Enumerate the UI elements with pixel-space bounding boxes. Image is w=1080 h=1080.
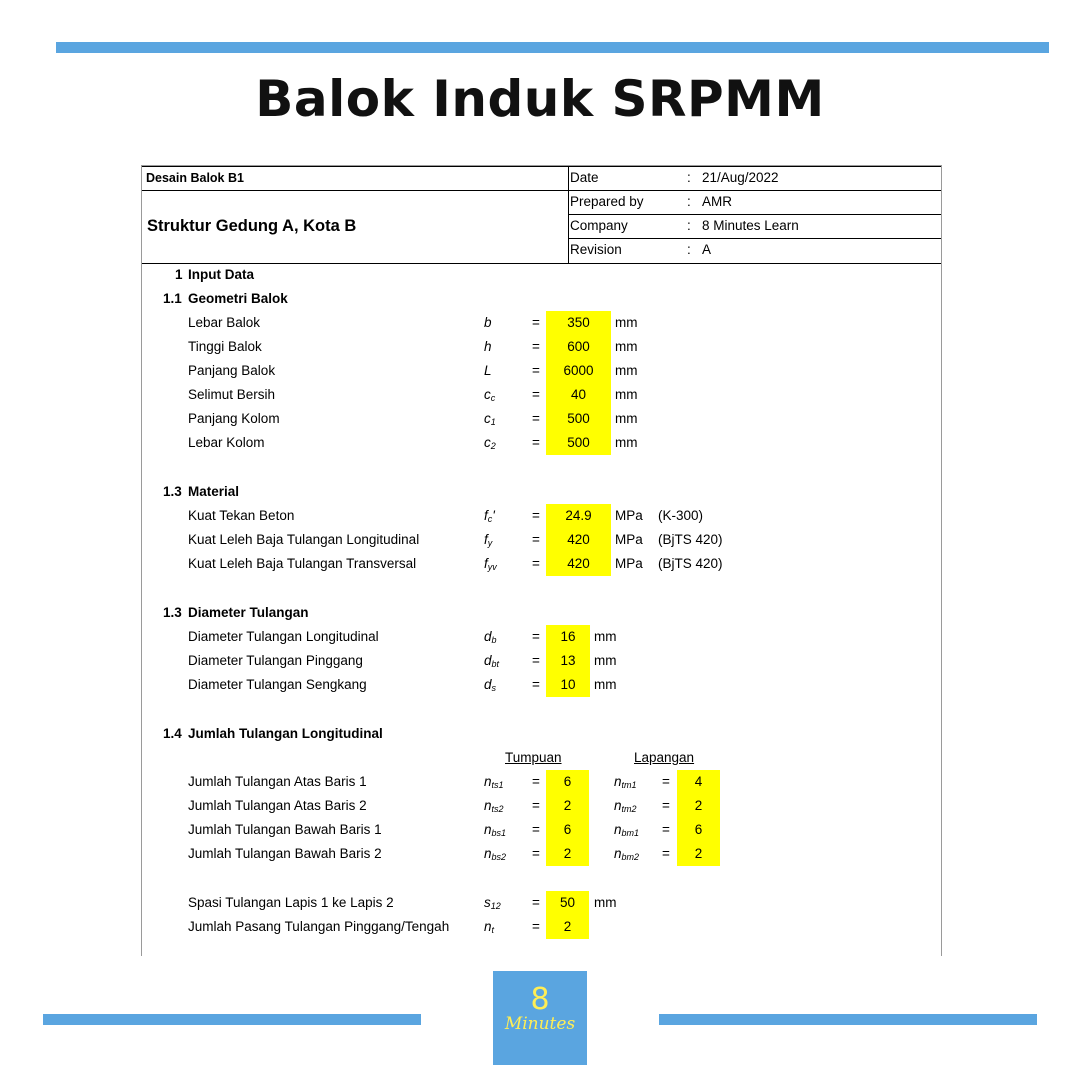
equals-sign: = (532, 508, 540, 523)
row-symbol: $n_t$ (484, 919, 495, 935)
value-cell[interactable]: 2 (546, 915, 589, 939)
row-symbol: $f_c'$ (484, 508, 495, 524)
equals-sign: = (532, 677, 540, 692)
subsection-title: Diameter Tulangan (188, 605, 309, 620)
equals-sign: = (532, 653, 540, 668)
top-accent-bar (56, 42, 1049, 53)
row-unit: MPa (615, 508, 643, 523)
value-cell-lapangan[interactable]: 4 (677, 770, 720, 794)
equals-sign: = (532, 556, 540, 571)
value-cell-tumpuan[interactable]: 2 (546, 842, 589, 866)
meta-company-label: Company (570, 218, 628, 233)
subsection-number: 1.3 (163, 484, 182, 499)
equals-sign: = (532, 822, 540, 837)
value-cell[interactable]: 500 (546, 407, 611, 431)
meta-revision-label: Revision (570, 242, 622, 257)
value-cell[interactable]: 13 (546, 649, 590, 673)
subsection-number: 1.4 (163, 726, 182, 741)
equals-sign: = (662, 822, 670, 837)
row-unit: MPa (615, 556, 643, 571)
equals-sign: = (532, 411, 540, 426)
equals-sign: = (532, 532, 540, 547)
row-label: Kuat Tekan Beton (188, 508, 295, 523)
equals-sign: = (532, 363, 540, 378)
row-note: (BjTS 420) (658, 556, 723, 571)
section-number: 1 (175, 267, 183, 282)
value-cell-tumpuan[interactable]: 6 (546, 770, 589, 794)
page-title: Balok Induk SRPMM (255, 70, 825, 128)
meta-date-value: 21/Aug/2022 (702, 170, 779, 185)
row-label: Kuat Leleh Baja Tulangan Longitudinal (188, 532, 420, 547)
equals-sign: = (532, 629, 540, 644)
meta-date-label: Date (570, 170, 599, 185)
meta-colon: : (687, 242, 691, 257)
row-symbol: $d_{bt}$ (484, 653, 500, 669)
row-symbol: $n_{bs1}$ (484, 822, 507, 838)
subsection-number: 1.1 (163, 291, 182, 306)
row-unit: mm (615, 387, 638, 402)
value-cell-lapangan[interactable]: 6 (677, 818, 720, 842)
row-label: Lebar Kolom (188, 435, 265, 450)
row-unit: mm (615, 315, 638, 330)
value-cell[interactable]: 420 (546, 528, 611, 552)
value-cell-tumpuan[interactable]: 2 (546, 794, 589, 818)
equals-sign: = (662, 846, 670, 861)
value-cell[interactable]: 40 (546, 383, 611, 407)
value-cell[interactable]: 500 (546, 431, 611, 455)
row-symbol: $f_y$ (484, 532, 493, 548)
row-symbol: $n_{tm2}$ (614, 798, 637, 814)
row-symbol: $d_b$ (484, 629, 497, 645)
brand-logo (493, 971, 587, 1065)
equals-sign: = (662, 774, 670, 789)
row-unit: mm (594, 895, 617, 910)
row-unit: mm (615, 435, 638, 450)
row-symbol: $n_{ts2}$ (484, 798, 504, 814)
row-symbol: $c_1$ (484, 411, 496, 427)
row-symbol: $d_s$ (484, 677, 497, 693)
meta-colon: : (687, 194, 691, 209)
row-note: (BjTS 420) (658, 532, 723, 547)
row-label: Panjang Balok (188, 363, 276, 378)
row-unit: mm (615, 339, 638, 354)
equals-sign: = (532, 435, 540, 450)
subsection-title: Material (188, 484, 240, 499)
header-divider (568, 166, 569, 263)
subsection-number: 1.3 (163, 605, 182, 620)
equals-sign: = (532, 774, 540, 789)
value-cell[interactable]: 350 (546, 311, 611, 335)
row-label: Diameter Tulangan Pinggang (188, 653, 363, 668)
row-label: Diameter Tulangan Longitudinal (188, 629, 379, 644)
header-bottom-line (142, 263, 941, 264)
row-label: Diameter Tulangan Sengkang (188, 677, 367, 692)
row-note: (K-300) (658, 508, 704, 523)
value-cell[interactable]: 420 (546, 552, 611, 576)
row-label: Lebar Balok (188, 315, 261, 330)
row-label: Selimut Bersih (188, 387, 276, 402)
value-cell-lapangan[interactable]: 2 (677, 794, 720, 818)
logo-number: 8 (530, 982, 550, 1017)
bottom-accent-bar-right (659, 1014, 1037, 1025)
value-cell-tumpuan[interactable]: 6 (546, 818, 589, 842)
row-symbol: $c_2$ (484, 435, 496, 451)
row-symbol: $n_{bm1}$ (614, 822, 640, 838)
column-header-tumpuan: Tumpuan (505, 750, 562, 765)
header-line-meta-3 (568, 238, 941, 239)
meta-prepared-value: AMR (702, 194, 732, 209)
row-unit: mm (594, 677, 617, 692)
value-cell-lapangan[interactable]: 2 (677, 842, 720, 866)
row-label: Spasi Tulangan Lapis 1 ke Lapis 2 (188, 895, 394, 910)
value-cell[interactable]: 50 (546, 891, 589, 915)
row-unit: mm (594, 629, 617, 644)
section-title: Input Data (188, 267, 254, 282)
row-symbol: $f_{yv}$ (484, 556, 497, 572)
equals-sign: = (532, 798, 540, 813)
equals-sign: = (532, 919, 540, 934)
row-label: Jumlah Tulangan Bawah Baris 2 (188, 846, 382, 861)
bottom-accent-bar-left (43, 1014, 421, 1025)
row-symbol: $n_{bm2}$ (614, 846, 640, 862)
row-label: Jumlah Pasang Tulangan Pinggang/Tengah (188, 919, 450, 934)
header-top-line (142, 166, 941, 167)
row-label: Kuat Leleh Baja Tulangan Transversal (188, 556, 417, 571)
row-symbol: b (484, 315, 492, 330)
row-symbol: L (484, 363, 492, 378)
meta-colon: : (687, 170, 691, 185)
value-cell[interactable]: 10 (546, 673, 590, 697)
meta-colon: : (687, 218, 691, 233)
row-symbol: $n_{tm1}$ (614, 774, 637, 790)
logo-word: Minutes (504, 1014, 576, 1034)
row-label: Tinggi Balok (188, 339, 262, 354)
equals-sign: = (532, 387, 540, 402)
equals-sign: = (532, 846, 540, 861)
row-unit: mm (615, 363, 638, 378)
project-name: Struktur Gedung A, Kota B (147, 217, 357, 235)
header-line-left (142, 190, 568, 191)
value-cell[interactable]: 6000 (546, 359, 611, 383)
row-label: Jumlah Tulangan Bawah Baris 1 (188, 822, 382, 837)
row-unit: MPa (615, 532, 643, 547)
row-symbol: $n_{bs2}$ (484, 846, 507, 862)
design-label: Desain Balok B1 (146, 171, 244, 185)
row-label: Jumlah Tulangan Atas Baris 2 (188, 798, 367, 813)
column-header-lapangan: Lapangan (634, 750, 695, 765)
meta-revision-value: A (702, 242, 712, 257)
value-cell[interactable]: 16 (546, 625, 590, 649)
subsection-title: Jumlah Tulangan Longitudinal (188, 726, 383, 741)
equals-sign: = (532, 339, 540, 354)
row-unit: mm (594, 653, 617, 668)
row-symbol: $c_c$ (484, 387, 496, 403)
value-cell[interactable]: 600 (546, 335, 611, 359)
row-label: Jumlah Tulangan Atas Baris 1 (188, 774, 367, 789)
equals-sign: = (532, 895, 540, 910)
subsection-title: Geometri Balok (188, 291, 288, 306)
row-label: Panjang Kolom (188, 411, 280, 426)
equals-sign: = (662, 798, 670, 813)
value-cell[interactable]: 24.9 (546, 504, 611, 528)
meta-company-value: 8 Minutes Learn (702, 218, 799, 233)
equals-sign: = (532, 315, 540, 330)
row-symbol: $s_{12}$ (484, 895, 501, 911)
spreadsheet (141, 165, 942, 956)
row-symbol: h (484, 339, 492, 354)
meta-prepared-label: Prepared by (570, 194, 644, 209)
row-unit: mm (615, 411, 638, 426)
row-symbol: $n_{ts1}$ (484, 774, 504, 790)
